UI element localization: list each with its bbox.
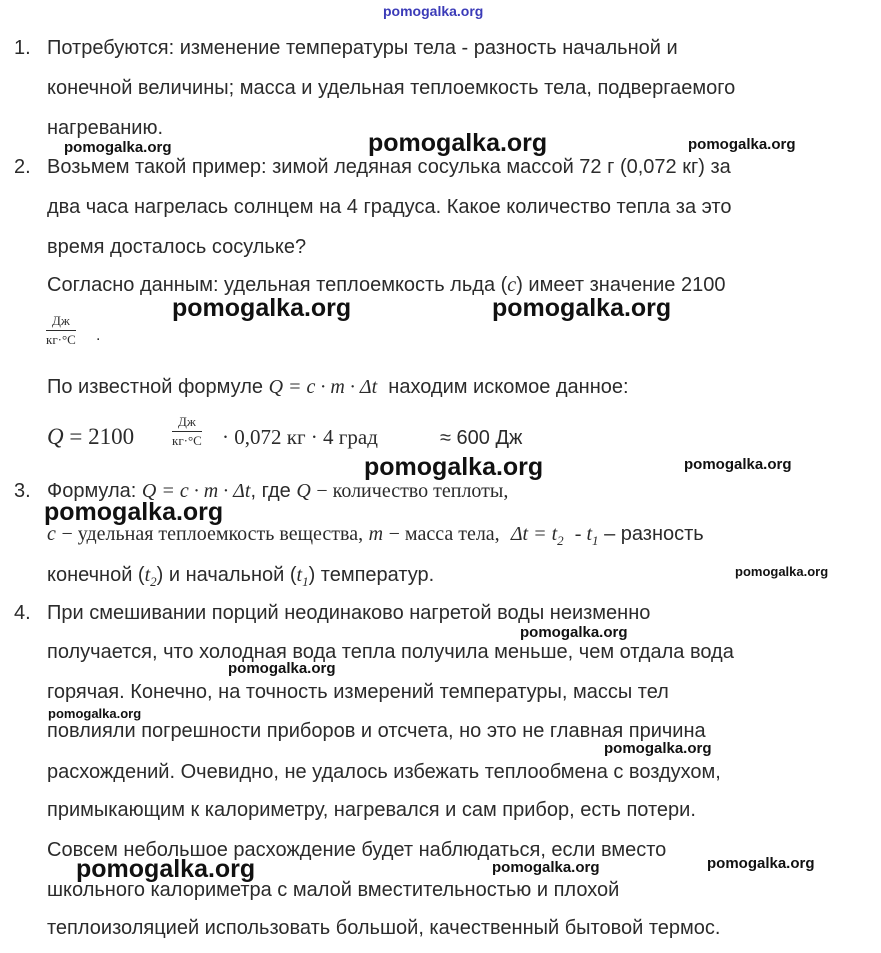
item-4-line-3: горячая. Конечно, на точность измерений температуры, массы тел <box>47 681 669 703</box>
dt-definition: – разность <box>604 523 704 545</box>
t1-sub: 1 <box>592 533 599 548</box>
watermark: pomogalka.org <box>76 855 256 883</box>
watermark: pomogalka.org <box>64 139 172 156</box>
watermark: pomogalka.org <box>684 456 792 473</box>
formula-after: находим искомое данное: <box>388 376 629 398</box>
dt-expr: Δt = t <box>510 523 558 545</box>
l3-t1: t <box>296 564 303 586</box>
m-definition: − масса тела, <box>388 523 500 545</box>
watermark: pomogalka.org <box>520 624 628 641</box>
calc-result: ≈ 600 Дж <box>440 427 523 449</box>
l3-t2: t <box>144 564 151 586</box>
calc-rest: · 0,072 кг · 4 град <box>222 425 378 449</box>
c-definition: − удельная теплоемкость вещества, <box>61 523 364 545</box>
t2-sub: 2 <box>557 533 564 548</box>
item-2-number: 2. <box>14 156 31 178</box>
calc-unit-numerator: Дж <box>172 414 202 432</box>
formula-expr: = c · m · Δt <box>283 376 378 398</box>
item-1-number: 1. <box>14 37 31 59</box>
formula-label: Формула: <box>47 480 137 502</box>
item-2-line-2: два часа нагрелась солнцем на 4 градуса. Какое количество тепла за это <box>47 196 732 218</box>
unit-denominator: кг·°C <box>46 332 76 347</box>
watermark: pomogalka.org <box>172 294 352 322</box>
l3-t2-sub: 2 <box>150 574 157 589</box>
l3-b: ) и начальной ( <box>156 564 297 586</box>
unit-fraction <box>46 313 76 348</box>
item-4-line-7: Совсем небольшое расхождение будет наблюдаться, если вместо <box>47 839 667 861</box>
item-2-line-3: время досталось сосульке? <box>47 236 307 258</box>
formula-where: , где <box>250 480 291 502</box>
watermark: pomogalka.org <box>688 136 796 153</box>
watermark: pomogalka.org <box>228 660 336 677</box>
item-2-data-line <box>47 275 725 295</box>
unit-numerator: Дж <box>46 313 76 331</box>
item-1-line-2: конечной величины; масса и удельная теплоемкость тела, подвергаемого <box>47 77 736 99</box>
l3-t1-sub: 1 <box>302 574 309 589</box>
calc-Q: Q <box>47 424 64 449</box>
calc-eq: = 2100 <box>69 424 135 449</box>
var-c: c <box>507 274 517 296</box>
item-2-line-1: Возьмем такой пример: зимой ледяная сосулька массой 72 г (0,072 кг) за <box>47 156 731 178</box>
l3-c: ) температур. <box>308 564 435 586</box>
watermark: pomogalka.org <box>492 859 600 876</box>
c-var: c <box>47 523 56 545</box>
header-watermark: pomogalka.org <box>383 3 484 19</box>
item-1-line-3: нагреванию. <box>47 117 164 139</box>
item-4-line-4: повлияли погрешности приборов и отсчета, но это не главная причина <box>47 720 706 742</box>
watermark: pomogalka.org <box>48 706 142 721</box>
t1-expr: - t <box>574 523 593 545</box>
watermark: pomogalka.org <box>604 740 712 757</box>
calc-unit-denominator: кг·°C <box>172 433 202 448</box>
item-4-line-9: теплоизоляцией использовать большой, качественный бытовой термос. <box>47 917 721 939</box>
formula-intro: По известной формуле <box>47 376 264 398</box>
watermark: pomogalka.org <box>364 453 544 481</box>
m-var: m <box>368 523 384 545</box>
item-3-line-3 <box>47 565 434 588</box>
formula-Q: Q <box>268 376 284 398</box>
data-line-a: Согласно данным: удельная теплоемкость льда ( <box>47 274 508 296</box>
watermark: pomogalka.org <box>492 294 672 322</box>
data-line-b: ) имеет значение 2100 <box>516 274 726 296</box>
item-3-line-2 <box>47 524 704 547</box>
item-4-line-6: примыкающим к калориметру, нагревался и сам прибор, есть потери. <box>47 799 696 821</box>
formula-math: Q = c · m · Δt <box>141 480 251 502</box>
item-4-line-1: При смешивании порций неодинаково нагретой воды неизменно <box>47 602 651 624</box>
unit-period: . <box>96 327 101 344</box>
l3-a: конечной ( <box>47 564 145 586</box>
watermark: pomogalka.org <box>368 129 548 157</box>
watermark: pomogalka.org <box>44 498 224 526</box>
item-4-number: 4. <box>14 602 31 624</box>
q-definition: − количество теплоты, <box>316 480 509 502</box>
item-4-line-2: получается, что холодная вода тепла получила меньше, чем отдала вода <box>47 641 734 663</box>
item-4-line-8: школьного калориметра с малой вместительностью и плохой <box>47 879 620 901</box>
item-3-number: 3. <box>14 480 31 502</box>
watermark: pomogalka.org <box>735 564 829 579</box>
calc-unit-fraction <box>172 414 202 449</box>
item-4-line-5: расхождений. Очевидно, не удалось избежать теплообмена с воздухом, <box>47 761 721 783</box>
calc-line-left <box>47 425 134 448</box>
formula-line <box>47 377 629 397</box>
item-1-line-1: Потребуются: изменение температуры тела - разность начальной и <box>47 37 678 59</box>
formula-q-var: Q <box>296 480 311 502</box>
watermark: pomogalka.org <box>707 855 815 872</box>
